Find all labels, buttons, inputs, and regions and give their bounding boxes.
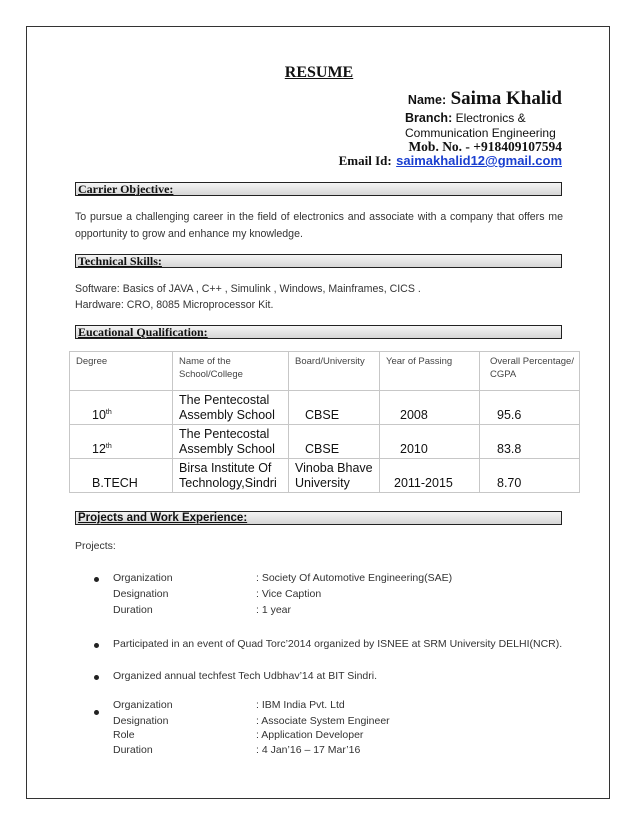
item1-des-value: : Vice Caption — [256, 588, 322, 600]
bullet-icon — [94, 643, 99, 648]
item4-org-value: : IBM India Pvt. Ltd — [256, 699, 345, 711]
item1-des-label: Designation — [113, 588, 169, 600]
degree-cell: 12th — [70, 425, 173, 459]
objective-text: To pursue a challenging career in the field of electronics and associate with a company that offers me opportunity to grow and enhance my knowledge. — [75, 211, 563, 240]
objective-heading: Carrier Objective: — [78, 182, 174, 196]
board-cell: CBSE — [289, 425, 380, 459]
section-education — [75, 325, 562, 339]
year-cell: 2008 — [380, 391, 480, 425]
section-objective — [75, 182, 562, 196]
item1-dur-label: Duration — [113, 604, 153, 616]
education-table — [69, 351, 580, 493]
table-row — [70, 391, 580, 425]
item1-org-value: : Society Of Automotive Engineering(SAE) — [256, 572, 453, 584]
col-score: Overall Percentage/ CGPA — [480, 352, 580, 391]
item1-org-label: Organization — [113, 572, 173, 584]
table-row — [70, 425, 580, 459]
school-cell: Birsa Institute Of Technology,Sindri — [173, 459, 289, 493]
email-link[interactable]: saimakhalid12@gmail.com — [396, 153, 562, 168]
col-school: Name of the School/College — [173, 352, 289, 391]
email-line — [300, 152, 562, 170]
item4-des-value: : Associate System Engineer — [256, 715, 390, 727]
mobile-number: Mob. No. - +918409107594 — [408, 139, 562, 154]
item3-text: Organized annual techfest Tech Udbhav’14 at BIT Sindri. — [113, 670, 378, 682]
name-label: Name: — [407, 93, 447, 107]
skills-software: Software: Basics of JAVA , C++ , Simulink , Windows, Mainframes, CICS . — [75, 283, 421, 295]
item4-role-label: Role — [113, 729, 135, 741]
year-cell: 2010 — [380, 425, 480, 459]
projects-heading: Projects and Work Experience: — [78, 512, 248, 524]
score-cell: 83.8 — [480, 425, 580, 459]
projects-intro: Projects: — [75, 540, 116, 552]
branch-label: Branch: — [405, 111, 453, 125]
item1-dur-value: : 1 year — [256, 604, 292, 616]
table-row — [70, 459, 580, 493]
item2-text: Participated in an event of Quad Torc’2014 organized by ISNEE at SRM University DELHI(NCR). — [113, 638, 563, 650]
candidate-name: Saima Khalid — [450, 88, 562, 109]
school-cell: The Pentecostal Assembly School — [173, 425, 289, 459]
col-year: Year of Passing — [380, 352, 480, 391]
board-cell: Vinoba Bhave University — [289, 459, 380, 493]
skills-hardware: Hardware: CRO, 8085 Microprocessor Kit. — [75, 299, 274, 311]
item4-des-label: Designation — [113, 715, 169, 727]
email-label: Email Id: — [338, 153, 392, 168]
degree-cell: 10th — [70, 391, 173, 425]
board-cell: CBSE — [289, 391, 380, 425]
col-degree: Degree — [70, 352, 173, 391]
branch-value-1: Electronics & — [455, 111, 526, 125]
section-projects — [75, 511, 562, 525]
score-cell: 95.6 — [480, 391, 580, 425]
bullet-icon — [94, 675, 99, 680]
table-header-row — [70, 352, 580, 391]
degree-cell: B.TECH — [70, 459, 173, 493]
section-skills — [75, 254, 562, 268]
item4-role-value: : Application Developer — [256, 729, 364, 741]
resume-title: RESUME — [284, 64, 354, 81]
education-heading: Eucational Qualification: — [78, 325, 208, 339]
name-line — [300, 88, 562, 110]
bullet-icon — [94, 710, 99, 715]
skills-heading: Technical Skills: — [78, 254, 162, 268]
item4-dur-value: : 4 Jan’16 – 17 Mar’16 — [256, 744, 361, 756]
branch-line — [405, 111, 526, 125]
item4-org-label: Organization — [113, 699, 173, 711]
item4-dur-label: Duration — [113, 744, 153, 756]
branch-value-2: Communication Engineering — [405, 126, 556, 140]
bullet-icon — [94, 577, 99, 582]
col-board: Board/University — [289, 352, 380, 391]
score-cell: 8.70 — [480, 459, 580, 493]
school-cell: The Pentecostal Assembly School — [173, 391, 289, 425]
year-cell: 2011-2015 — [380, 459, 480, 493]
